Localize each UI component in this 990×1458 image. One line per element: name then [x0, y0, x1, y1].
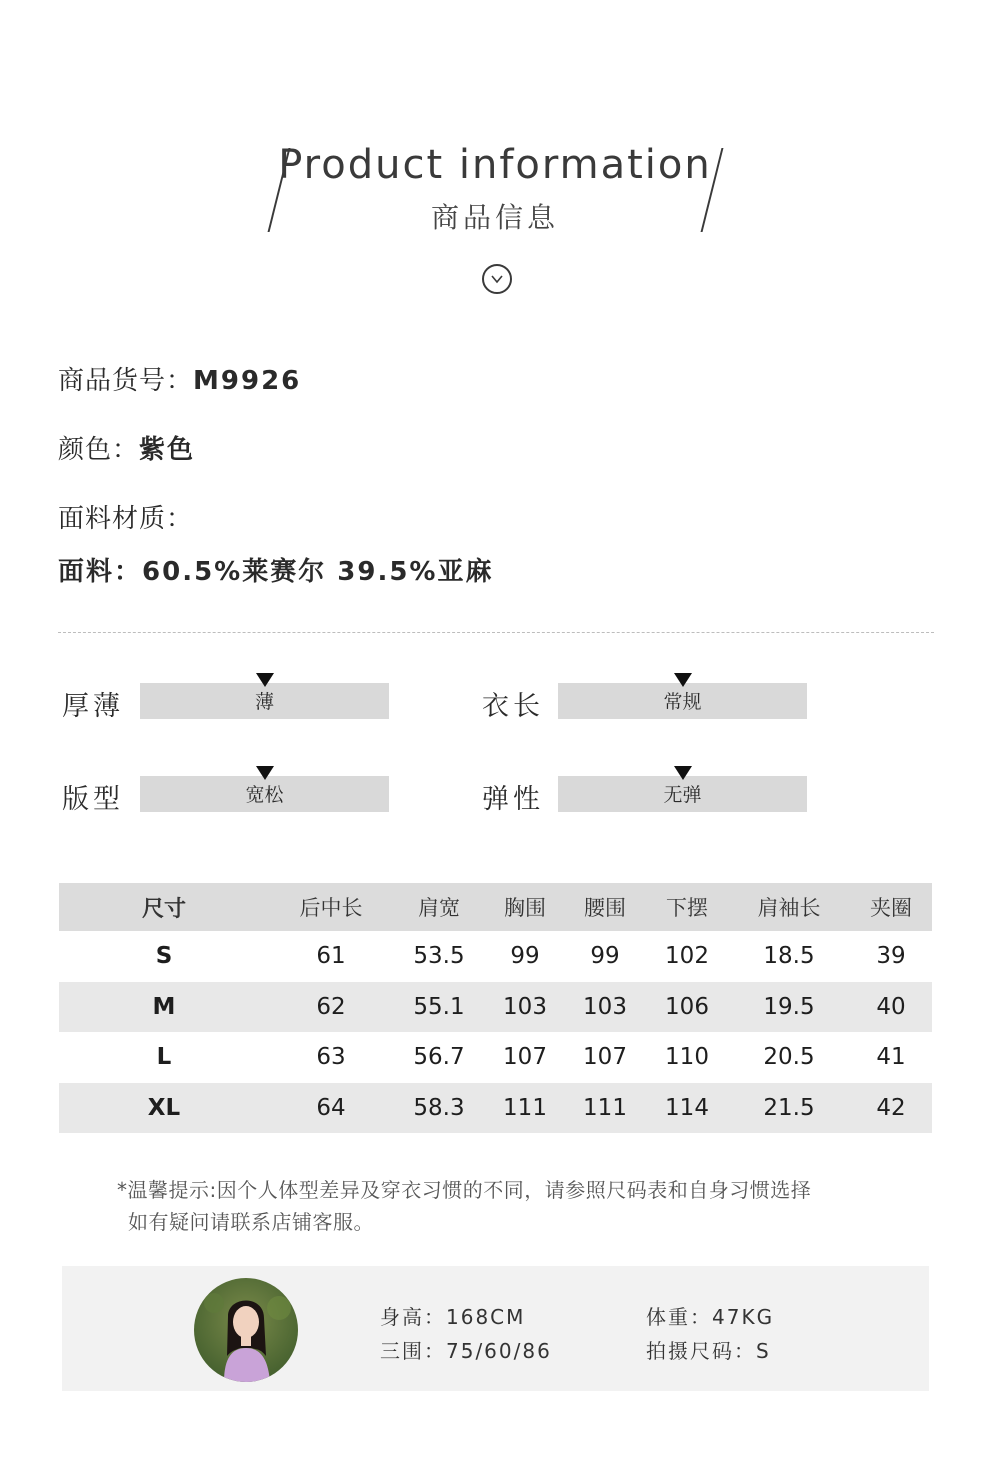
table-cell: 19.5 — [763, 993, 815, 1020]
title-english: Product information — [278, 142, 712, 188]
attr-value-length: 常规 — [663, 691, 702, 713]
table-cell: 61 — [316, 943, 346, 970]
table-cell: 56.7 — [413, 1044, 465, 1071]
table-cell: L — [156, 1044, 172, 1071]
size-table — [59, 883, 932, 1133]
table-cell: 42 — [876, 1094, 906, 1121]
attr-value-elasticity: 无弹 — [663, 784, 702, 806]
table-cell: 111 — [583, 1094, 627, 1121]
table-header-cell: 胸围 — [504, 896, 546, 920]
table-header-cell: 尺寸 — [141, 896, 186, 922]
table-header-cell: 夹圈 — [870, 896, 912, 920]
table-cell: 103 — [503, 993, 547, 1020]
sku-line — [58, 360, 301, 397]
attr-bar-thickness — [140, 683, 389, 719]
table-cell: 18.5 — [763, 943, 815, 970]
table-header-row — [59, 883, 932, 931]
table-cell: 99 — [510, 943, 540, 970]
table-header-cell: 后中长 — [299, 896, 363, 920]
material-line — [58, 498, 193, 535]
table-cell: 110 — [665, 1044, 709, 1071]
table-row — [59, 931, 932, 982]
attr-label-elasticity: 弹性 — [482, 784, 544, 815]
note-line-2: 如有疑问请联系店铺客服。 — [128, 1210, 374, 1234]
attr-label-length: 衣长 — [482, 691, 544, 722]
table-header-cell: 下摆 — [666, 896, 708, 920]
fabric-value: 60.5%莱赛尔 39.5%亚麻 — [142, 557, 494, 587]
note-line-1: *温馨提示:因个人体型差异及穿衣习惯的不同，请参照尺码表和自身习惯选择 — [117, 1178, 812, 1202]
table-cell: 53.5 — [413, 943, 465, 970]
attr-bar-elasticity — [558, 776, 807, 812]
divider — [58, 632, 934, 633]
table-cell: 62 — [316, 993, 346, 1020]
title-chinese: 商品信息 — [430, 201, 559, 234]
model-weight: 体重：47KG — [646, 1305, 775, 1329]
model-size: 拍摄尺码：S — [646, 1339, 771, 1363]
table-cell: S — [155, 943, 173, 970]
table-cell: 58.3 — [413, 1094, 465, 1121]
table-cell: 103 — [583, 993, 627, 1020]
table-row — [59, 1083, 932, 1134]
model-height: 身高：168CM — [380, 1305, 526, 1329]
sku-value: M9926 — [193, 366, 302, 396]
table-cell: 64 — [316, 1094, 346, 1121]
color-line — [58, 429, 195, 466]
table-header-cell: 肩宽 — [418, 896, 460, 920]
table-cell: M — [152, 993, 176, 1020]
fabric-label: 面料： — [58, 557, 143, 587]
table-cell: 114 — [665, 1094, 709, 1121]
attr-label-thickness: 厚薄 — [62, 691, 124, 722]
material-label: 面料材质： — [58, 504, 194, 534]
avatar — [194, 1278, 298, 1382]
table-cell: 102 — [665, 943, 709, 970]
table-cell: 107 — [583, 1044, 627, 1071]
table-cell: 111 — [503, 1094, 547, 1121]
table-cell: 40 — [876, 993, 906, 1020]
table-row — [59, 982, 932, 1033]
sku-label: 商品货号： — [58, 366, 194, 396]
table-header-cell: 肩袖长 — [757, 896, 821, 920]
attr-bar-length — [558, 683, 807, 719]
attr-bar-fit — [140, 776, 389, 812]
table-cell: 99 — [590, 943, 620, 970]
table-cell: 21.5 — [763, 1094, 815, 1121]
color-label: 颜色： — [58, 435, 140, 465]
attr-value-fit: 宽松 — [245, 784, 284, 806]
table-cell: 20.5 — [763, 1044, 815, 1071]
table-cell: 107 — [503, 1044, 547, 1071]
table-cell: 41 — [876, 1044, 906, 1071]
table-cell: 106 — [665, 993, 709, 1020]
table-cell: 39 — [876, 943, 906, 970]
color-value: 紫色 — [139, 435, 196, 465]
table-row — [59, 1032, 932, 1083]
model-measurements: 三围：75/60/86 — [380, 1339, 552, 1363]
fabric-line — [58, 551, 493, 588]
chevron-down-icon — [482, 264, 512, 294]
attr-label-fit: 版型 — [62, 784, 124, 815]
table-cell: XL — [147, 1094, 181, 1121]
table-cell: 55.1 — [413, 993, 465, 1020]
table-cell: 63 — [316, 1044, 346, 1071]
attr-value-thickness: 薄 — [254, 691, 274, 713]
table-header-cell: 腰围 — [584, 896, 626, 920]
